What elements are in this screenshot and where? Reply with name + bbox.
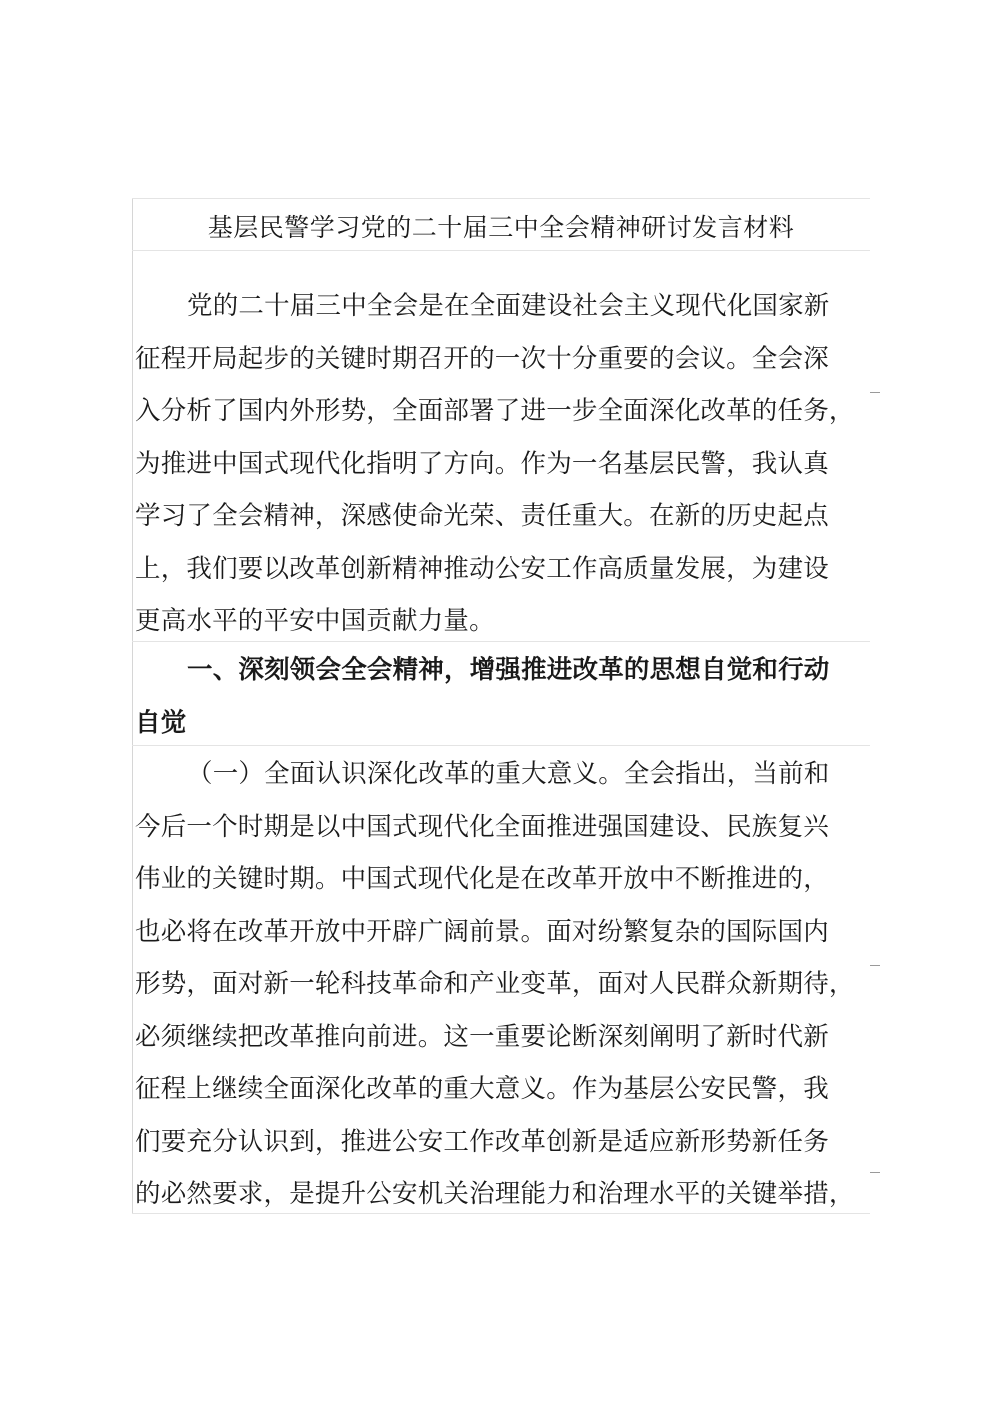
- text-line: 入分析了国内外形势，全面部署了进一步全面深化改革的任务，: [135, 396, 855, 426]
- section-heading: [135, 644, 857, 749]
- margin-mark: [870, 392, 880, 393]
- divider-below-title: [132, 250, 870, 251]
- text-line: 学习了全会精神，深感使命光荣、责任重大。在新的历史起点: [135, 501, 829, 531]
- divider-top: [132, 198, 870, 199]
- text-line: 党的二十届三中全会是在全面建设社会主义现代化国家新: [187, 291, 830, 321]
- text-line: 更高水平的平安中国贡献力量。: [135, 606, 495, 636]
- document-title: 基层民警学习党的二十届三中全会精神研讨发言材料: [207, 213, 795, 242]
- text-line: 们要充分认识到，推进公安工作改革创新是适应新形势新任务: [135, 1126, 829, 1157]
- text-line: 上，我们要以改革创新精神推动公安工作高质量发展，为建设: [135, 553, 829, 584]
- text-line: 征程上继续全面深化改革的重大意义。作为基层公安民警，我: [135, 1074, 829, 1104]
- margin-mark: [870, 965, 880, 966]
- page-frame-left-border: [132, 198, 133, 1214]
- text-line: 为推进中国式现代化指明了方向。作为一名基层民警，我认真: [135, 448, 829, 479]
- margin-mark: [870, 1172, 880, 1173]
- text-line: 必须继续把改革推向前进。这一重要论断深刻阐明了新时代新: [135, 1021, 829, 1052]
- heading-line: 自觉: [135, 707, 187, 738]
- text-line: 伟业的关键时期。中国式现代化是在改革开放中不断推进的，: [135, 864, 829, 894]
- text-line: 征程开局起步的关键时期召开的一次十分重要的会议。全会深: [135, 343, 829, 374]
- text-line: 今后一个时期是以中国式现代化全面推进强国建设、民族复兴: [135, 811, 829, 842]
- text-line: 的必然要求，是提升公安机关治理能力和治理水平的关键举措，: [135, 1179, 855, 1209]
- text-line: 也必将在改革开放中开辟广阔前景。面对纷繁复杂的国际国内: [135, 916, 829, 947]
- text-line: 形势，面对新一轮科技革命和产业变革，面对人民群众新期待，: [135, 969, 855, 999]
- subsection-paragraph: [135, 748, 857, 1221]
- intro-paragraph: [135, 280, 857, 648]
- text-line: （一）全面认识深化改革的重大意义。全会指出，当前和: [187, 759, 830, 789]
- heading-line: 一、深刻领会全会精神，增强推进改革的思想自觉和行动: [187, 655, 830, 685]
